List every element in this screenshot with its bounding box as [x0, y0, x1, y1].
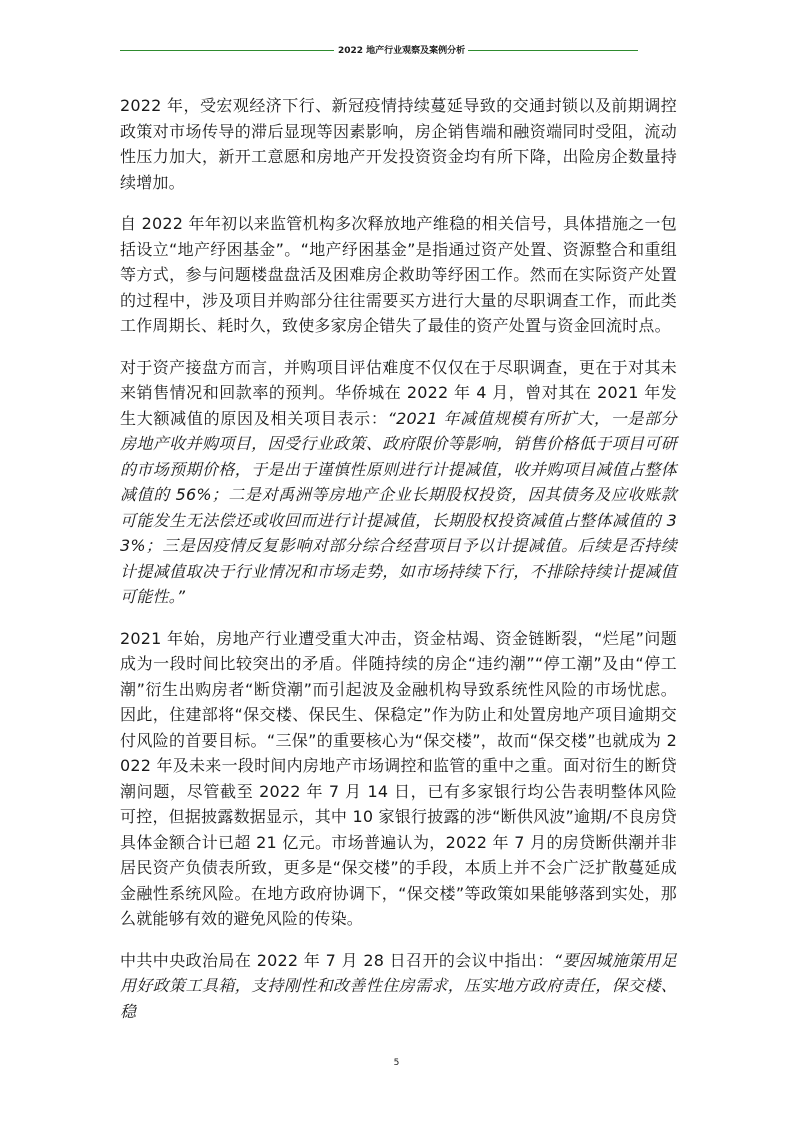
body-content: [120, 93, 677, 1040]
header-rule-right: [468, 50, 638, 51]
paragraph-5-quote: “要因城施策用足用好政策工具箱，支持刚性和改善性住房需求，压实地方政府责任，保交楼、稳: [120, 950, 678, 1021]
header-title: 2022 地产行业观察及案例分析: [338, 46, 466, 56]
paragraph-3-text: 对于资产接盘方而言，并购项目评估难度不仅仅在于尽职调查，更在于对其未来销售情况和回款率的预判。华侨城在 2022 年 4 月，曾对其在 2021 年发生大额减值的原因及相关项目表示：: [120, 357, 677, 428]
paragraph-1: [120, 93, 677, 195]
paragraph-4-text: 2021 年始，房地产行业遭受重大冲击，资金枯竭、资金链断裂，“烂尾”问题成为一段时间比较突出的矛盾。伴随持续的房企“违约潮”“停工潮”及由“停工潮”衍生出购房者“断贷潮”而引起波及金融机构导致系统性风险的市场忧虑。因此，住建部将“保交楼、保民生、保稳定”作为防止和处置房地产项目逾期交付风险的首要目标。“三保”的重要核心为“保交楼”，故而“保交楼”也就成为 2022 年及未来一段时间内房地产市场调控和监管的重中之重。面对衍生的断贷潮问题，尽管截至 2022 年 7 月 14 日，已有多家银行均公告表明整体风险可控，但据披露数据显示，其中 10 家银行披露的涉“断供风波”逾期/不良房贷具体金额合计已超 21 亿元。市场普遍认为，2022 年 7 月的房贷断供潮并非居民资产负债表所致，更多是“保交楼”的手段，本质上并不会广泛扩散蔓延成金融性系统风险。在地方政府协调下，“保交楼”等政策如果能够落到实处，那么就能够有效的避免风险的传染。: [120, 628, 677, 928]
paragraph-4: [120, 626, 677, 932]
paragraph-3: [120, 355, 677, 610]
paragraph-5: [120, 948, 677, 1025]
paragraph-1-text: 2022 年，受宏观经济下行、新冠疫情持续蔓延导致的交通封锁以及前期调控政策对市场传导的滞后显现等因素影响，房企销售端和融资端同时受阻，流动性压力加大，新开工意愿和房地产开发投资资金均有所下降，出险房企数量持续增加。: [120, 96, 677, 192]
paragraph-3-quote: “2021 年减值规模有所扩大，一是部分房地产收并购项目，因受行业政策、政府限价等影响，销售价格低于项目可研的市场预期价格，于是出于谨慎性原则进行计提减值，收并购项目减值占整体减值的 56%；二是对禹洲等房地产企业长期股权投资，因其债务及应收账款可能发生无法偿还或收回而进行计提减值，长期股权投资减值占整体减值的 33%；三是因疫情反复影响对部分综合经营项目予以计提减值。后续是否持续计提减值取决于行业情况和市场走势，如市场持续下行，不排除持续计提减值可能性。”: [120, 408, 677, 606]
paragraph-2: [120, 211, 677, 339]
header-rule-left: [120, 50, 334, 51]
page-number: 5: [393, 1058, 400, 1068]
paragraph-5-text: 中共中央政治局在 2022 年 7 月 28 日召开的会议中指出：: [120, 950, 554, 970]
running-header: [120, 42, 638, 60]
paragraph-2-text: 自 2022 年年初以来监管机构多次释放地产维稳的相关信号，具体措施之一包括设立“地产纾困基金”。“地产纾困基金”是指通过资产处置、资源整合和重组等方式，参与问题楼盘盘活及困难房企救助等纾困工作。然而在实际资产处置的过程中，涉及项目并购部分往往需要买方进行大量的尽职调查工作，而此类工作周期长、耗时久，致使多家房企错失了最佳的资产处置与资金回流时点。: [120, 214, 677, 335]
